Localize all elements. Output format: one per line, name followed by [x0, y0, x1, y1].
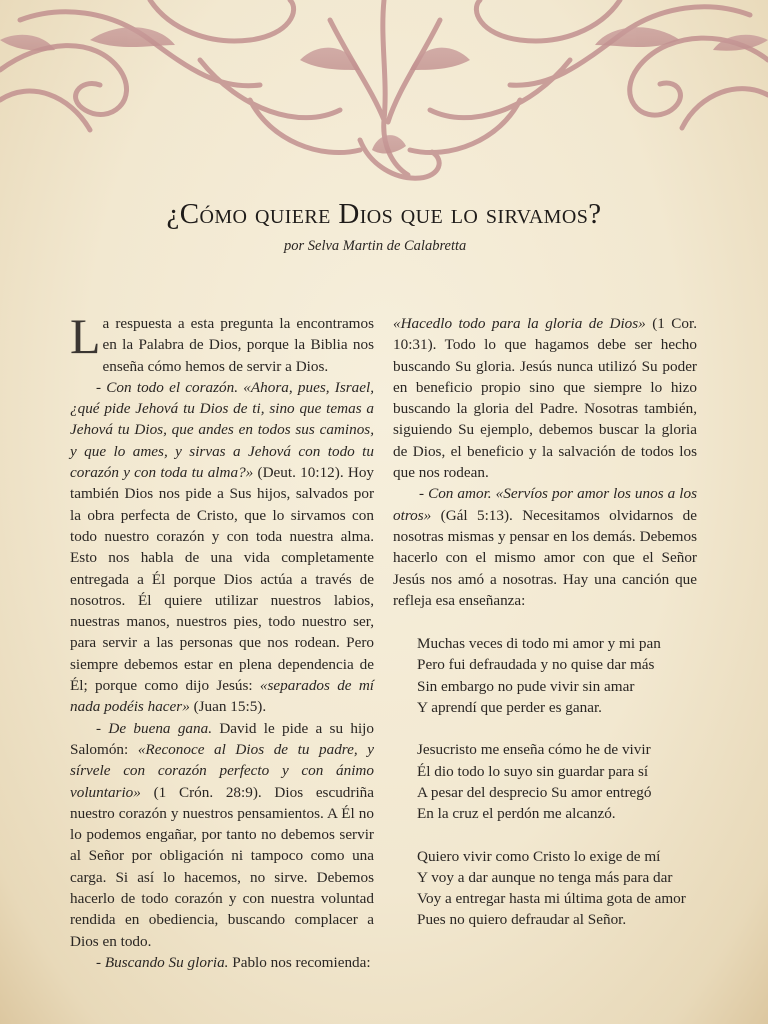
text-buena-gana: (1 Crón. 28:9). Dios escudriña nuestro corazón y nuestros pensamientos. A Él no lo podemos engañar, por tanto no debemos servir al Señor por obligación ni tampoco como una carga. Si así lo hacemos, no sirve. Debemos hacerlo de todo corazón y con nuestra voluntad rendida en obediencia, buscando complacer a Dios en todo. — [70, 783, 375, 950]
quote-juan: «separados de mí nada podéis hacer» — [70, 677, 375, 716]
paragraph-gloria-cont — [393, 313, 697, 483]
section-lead-gloria: - Buscando Su gloria. — [96, 953, 229, 971]
paragraph-amor — [393, 483, 697, 611]
text-corazon: (Deut. 10:12). Hoy también Dios nos pide a Sus hijos, salvados por la obra perfecta de Cristo, que lo sirvamos con todo nuestro corazón y con toda nuestra alma. Esto nos habla de una vida completamente entregada a Él porque Dios actúa a través de nosotros. Él quiere utilizar nuestros labios, nuestras manos, nuestros pies, todo nuestro ser, para servir a las personas que nos rodean. Pero siempre debemos estar en plena dependencia de Él; porque como dijo Jesús: — [70, 464, 375, 695]
song-line: Voy a entregar hasta mi última gota de amor — [417, 890, 686, 908]
song-line: Y aprendí que perder es ganar. — [417, 699, 602, 717]
song-line: Quiero vivir como Cristo lo exige de mí — [417, 847, 661, 865]
quote-galatas: «Servíos por amor los unos a los otros» — [393, 485, 697, 524]
article-byline: por Selva Martin de Calabretta — [284, 238, 467, 254]
text-gloria: Pablo nos recomienda: — [232, 953, 371, 971]
song-stanza-3 — [417, 846, 697, 931]
section-lead-buena-gana: - De buena gana. — [96, 719, 212, 737]
song-line: En la cruz el perdón me alcanzó. — [417, 805, 616, 823]
song-line: Sin embargo no pude vivir sin amar — [417, 677, 635, 695]
paragraph-corazon — [70, 377, 374, 718]
song-line: Y voy a dar aunque no tenga más para dar — [417, 868, 673, 886]
paragraph-intro — [70, 308, 374, 377]
quote-cronicas: «Reconoce al Dios de tu padre, y sírvele con corazón perfecto y con ánimo voluntario» — [70, 740, 374, 801]
quote-corintios: «Hacedlo todo para la gloria de Dios» — [393, 315, 646, 332]
floral-ornament — [0, 0, 768, 190]
article-title: ¿Cómo quiere Dios que lo sirvamos? — [166, 198, 602, 230]
song-line: Jesucristo me enseña cómo he de vivir — [417, 741, 651, 759]
intro-text: a respuesta a esta pregunta la encontramos en la Palabra de Dios, porque la Biblia nos enseña cómo hemos de servir a Dios. — [102, 315, 374, 375]
song-line: Muchas veces di todo mi amor y mi pan — [417, 635, 661, 653]
song-line: Pero fui defraudada y no quise dar más — [417, 656, 655, 674]
title-block — [0, 198, 768, 231]
text-gloria-cont: (1 Cor. 10:31). Todo lo que hagamos debe ser hecho buscando Su gloria. Jesús nunca utilizó Su poder en beneficio propio sino que siempre lo hizo buscando la gloria del Padre. Nosotras también, siguiendo Su ejemplo, debemos buscar la gloria de Dios, el beneficio y la salvación de todos los que nos rodean. — [393, 315, 697, 482]
section-lead-amor: - Con amor. — [419, 485, 492, 503]
song-stanza-2 — [417, 739, 697, 824]
song-line: Pues no quiero defraudar al Señor. — [417, 911, 627, 929]
dropcap: L — [70, 308, 101, 364]
quote-deut: «Ahora, pues, Israel, ¿qué pide Jehová tu Dios de ti, sino que temas a Jehová tu Dios, que andes en todos sus caminos, y que lo ames, y sirvas a Jehová con todo tu corazón y con toda tu alma?» — [70, 378, 375, 482]
left-column — [70, 308, 375, 973]
paragraph-gloria — [70, 952, 374, 973]
song-lyrics — [393, 633, 697, 931]
text-salomon: David le pide a su hijo Salomón: — [70, 719, 374, 758]
song-line: A pesar del desprecio Su amor entregó — [417, 783, 652, 801]
right-column — [393, 313, 697, 952]
paragraph-buena-gana — [70, 718, 374, 952]
section-lead-corazon: - Con todo el corazón. — [96, 378, 239, 396]
song-line: Él dio todo lo suyo sin guardar para sí — [417, 762, 649, 780]
text-amor: (Gál 5:13). Necesitamos olvidarnos de nosotras mismas y pensar en los demás. Debemos hacerlo con el mismo amor con que el Señor Jesús nos amó a nosotras. Hay una canción que refleja esa enseñanza: — [393, 506, 697, 609]
ref-juan: (Juan 15:5). — [193, 698, 267, 716]
song-stanza-1 — [417, 633, 697, 718]
